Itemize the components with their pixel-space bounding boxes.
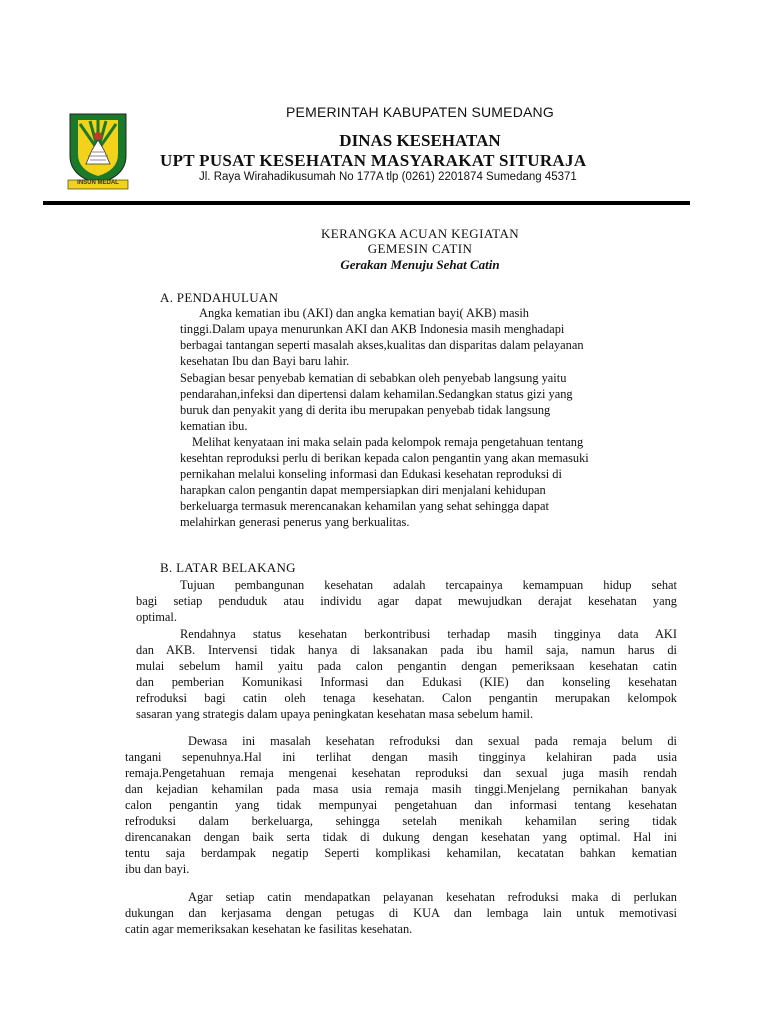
paragraph-line: dan pemberian Komunikasi Informasi dan Edukasi (KIE) dan konseling kesehatan: [136, 675, 677, 689]
paragraph-line: bagi setiap penduduk atau individu agar dapat mewujudkan derajat kesehatan yang: [136, 594, 677, 608]
paragraph-line: berbagai tantangan seperti masalah akses,kualitas dan disparitas dalam pelayanan: [180, 338, 584, 352]
paragraph-line: dan AKB. Intervensi tidak hanya di laksanakan pada ibu hamil saja, namun harus di: [136, 643, 677, 657]
letterhead-divider: [43, 201, 690, 205]
department-name: DINAS KESEHATAN: [339, 131, 501, 150]
section-b-heading: B. LATAR BELAKANG: [160, 560, 296, 575]
paragraph-line: kesehatan Ibu dan Bayi baru lahir.: [180, 354, 350, 368]
paragraph-line: kesehtan reproduksi perlu di berikan kepada calon pengantin yang akan memasuki: [180, 451, 589, 465]
paragraph-line: melahirkan generasi penerus yang berkualitas.: [180, 515, 410, 529]
paragraph-line: pernikahan melalui konseling informasi dan Edukasi kesehatan reproduksi di: [180, 467, 562, 481]
government-name: PEMERINTAH KABUPATEN SUMEDANG: [286, 104, 554, 120]
paragraph-line: Dewasa ini masalah kesehatan refroduksi dan sexual pada remaja belum di: [188, 734, 677, 748]
document-title: KERANGKA ACUAN KEGIATAN: [320, 226, 520, 241]
program-name: GEMESIN CATIN: [367, 241, 473, 256]
paragraph-line: pendarahan,infeksi dan dipertensi dalam kehamilan.Sedangkan status gizi yang: [180, 387, 573, 401]
paragraph-line: tinggi.Dalam upaya menurunkan AKI dan AKB Indonesia masih menghadapi: [180, 322, 565, 336]
paragraph-line: tentu saja berdampak negatip Seperti komplikasi kehamilan, kecatatan bahkan kematian: [125, 846, 677, 860]
paragraph-line: Melihat kenyataan ini maka selain pada kelompok remaja pengetahuan tentang: [192, 435, 584, 449]
paragraph-line: buruk dan penyakit yang di derita ibu merupakan penyebab tidak langsung: [180, 403, 551, 417]
paragraph-line: catin agar memeriksakan kesehatan ke fasilitas kesehatan.: [125, 922, 413, 936]
paragraph-line: Rendahnya status kesehatan berkontribusi terhadap masih tingginya data AKI: [180, 627, 677, 641]
paragraph-line: sasaran yang strategis dalam upaya peningkatan kesehatan masa sebelum hamil.: [136, 707, 534, 721]
paragraph-line: berkeluarga termasuk merencanakan kehamilan yang sehat sehingga dapat: [180, 499, 549, 513]
paragraph-line: dukungan dan kerjasama dengan petugas di KUA dan lembaga lain untuk memotivasi: [125, 906, 677, 920]
paragraph-line: mulai sebelum hamil yaitu pada calon pengantin dengan pemeriksaan kesehatan catin: [136, 659, 677, 673]
paragraph-line: ibu dan bayi.: [125, 862, 190, 876]
paragraph-line: dan kejadian kehamilan pada masa usia remaja masih tinggi.Menjelang pernikahan banyak: [125, 782, 677, 796]
paragraph-line: Angka kematian ibu (AKI) dan angka kematian bayi( AKB) masih: [199, 306, 529, 320]
section-a-heading: A. PENDAHULUAN: [160, 290, 279, 305]
paragraph-line: Sebagian besar penyebab kematian di sebabkan oleh penyebab langsung yaitu: [180, 371, 567, 385]
logo-motto: INSUN MEDAL: [77, 180, 119, 186]
paragraph-line: kematian ibu.: [180, 419, 248, 433]
paragraph-line: refroduksi dalam berkeluarga, sehingga setelah menikah kehamilan sering tidak: [125, 814, 677, 828]
program-subtitle: Gerakan Menuju Sehat Catin: [340, 257, 500, 272]
paragraph-line: remaja.Pengetahuan remaja mengenai kesehatan reproduksi dan sexual juga masih rendah: [125, 766, 677, 780]
paragraph-line: calon pengantin yang tidak mempunyai pengetahuan dan informasi tentang kesehatan: [125, 798, 677, 812]
unit-name: UPT PUSAT KESEHATAN MASYARAKAT SITURAJA: [160, 151, 587, 170]
address: Jl. Raya Wirahadikusumah No 177A tlp (0261) 2201874 Sumedang 45371: [199, 171, 577, 183]
paragraph-line: direncanakan dengan baik serta tidak di dukung dengan kesehatan yang optimal. Hal ini: [125, 830, 677, 844]
paragraph-line: refroduksi bagi catin oleh tenaga kesehatan. Calon pengantin merupakan kelompok: [136, 691, 677, 705]
paragraph-line: optimal.: [136, 610, 177, 624]
paragraph-line: Tujuan pembangunan kesehatan adalah tercapainya kemampuan hidup sehat: [180, 578, 677, 592]
paragraph-line: Agar setiap catin mendapatkan pelayanan kesehatan refroduksi maka di perlukan: [188, 890, 677, 904]
paragraph-line: harapkan calon pengantin dapat mempersiapkan diri menjalani kehidupan: [180, 483, 546, 497]
paragraph-line: tangani sepenuhnya.Hal ini terlihat dengan masih tingginya kelahiran pada usia: [125, 750, 677, 764]
